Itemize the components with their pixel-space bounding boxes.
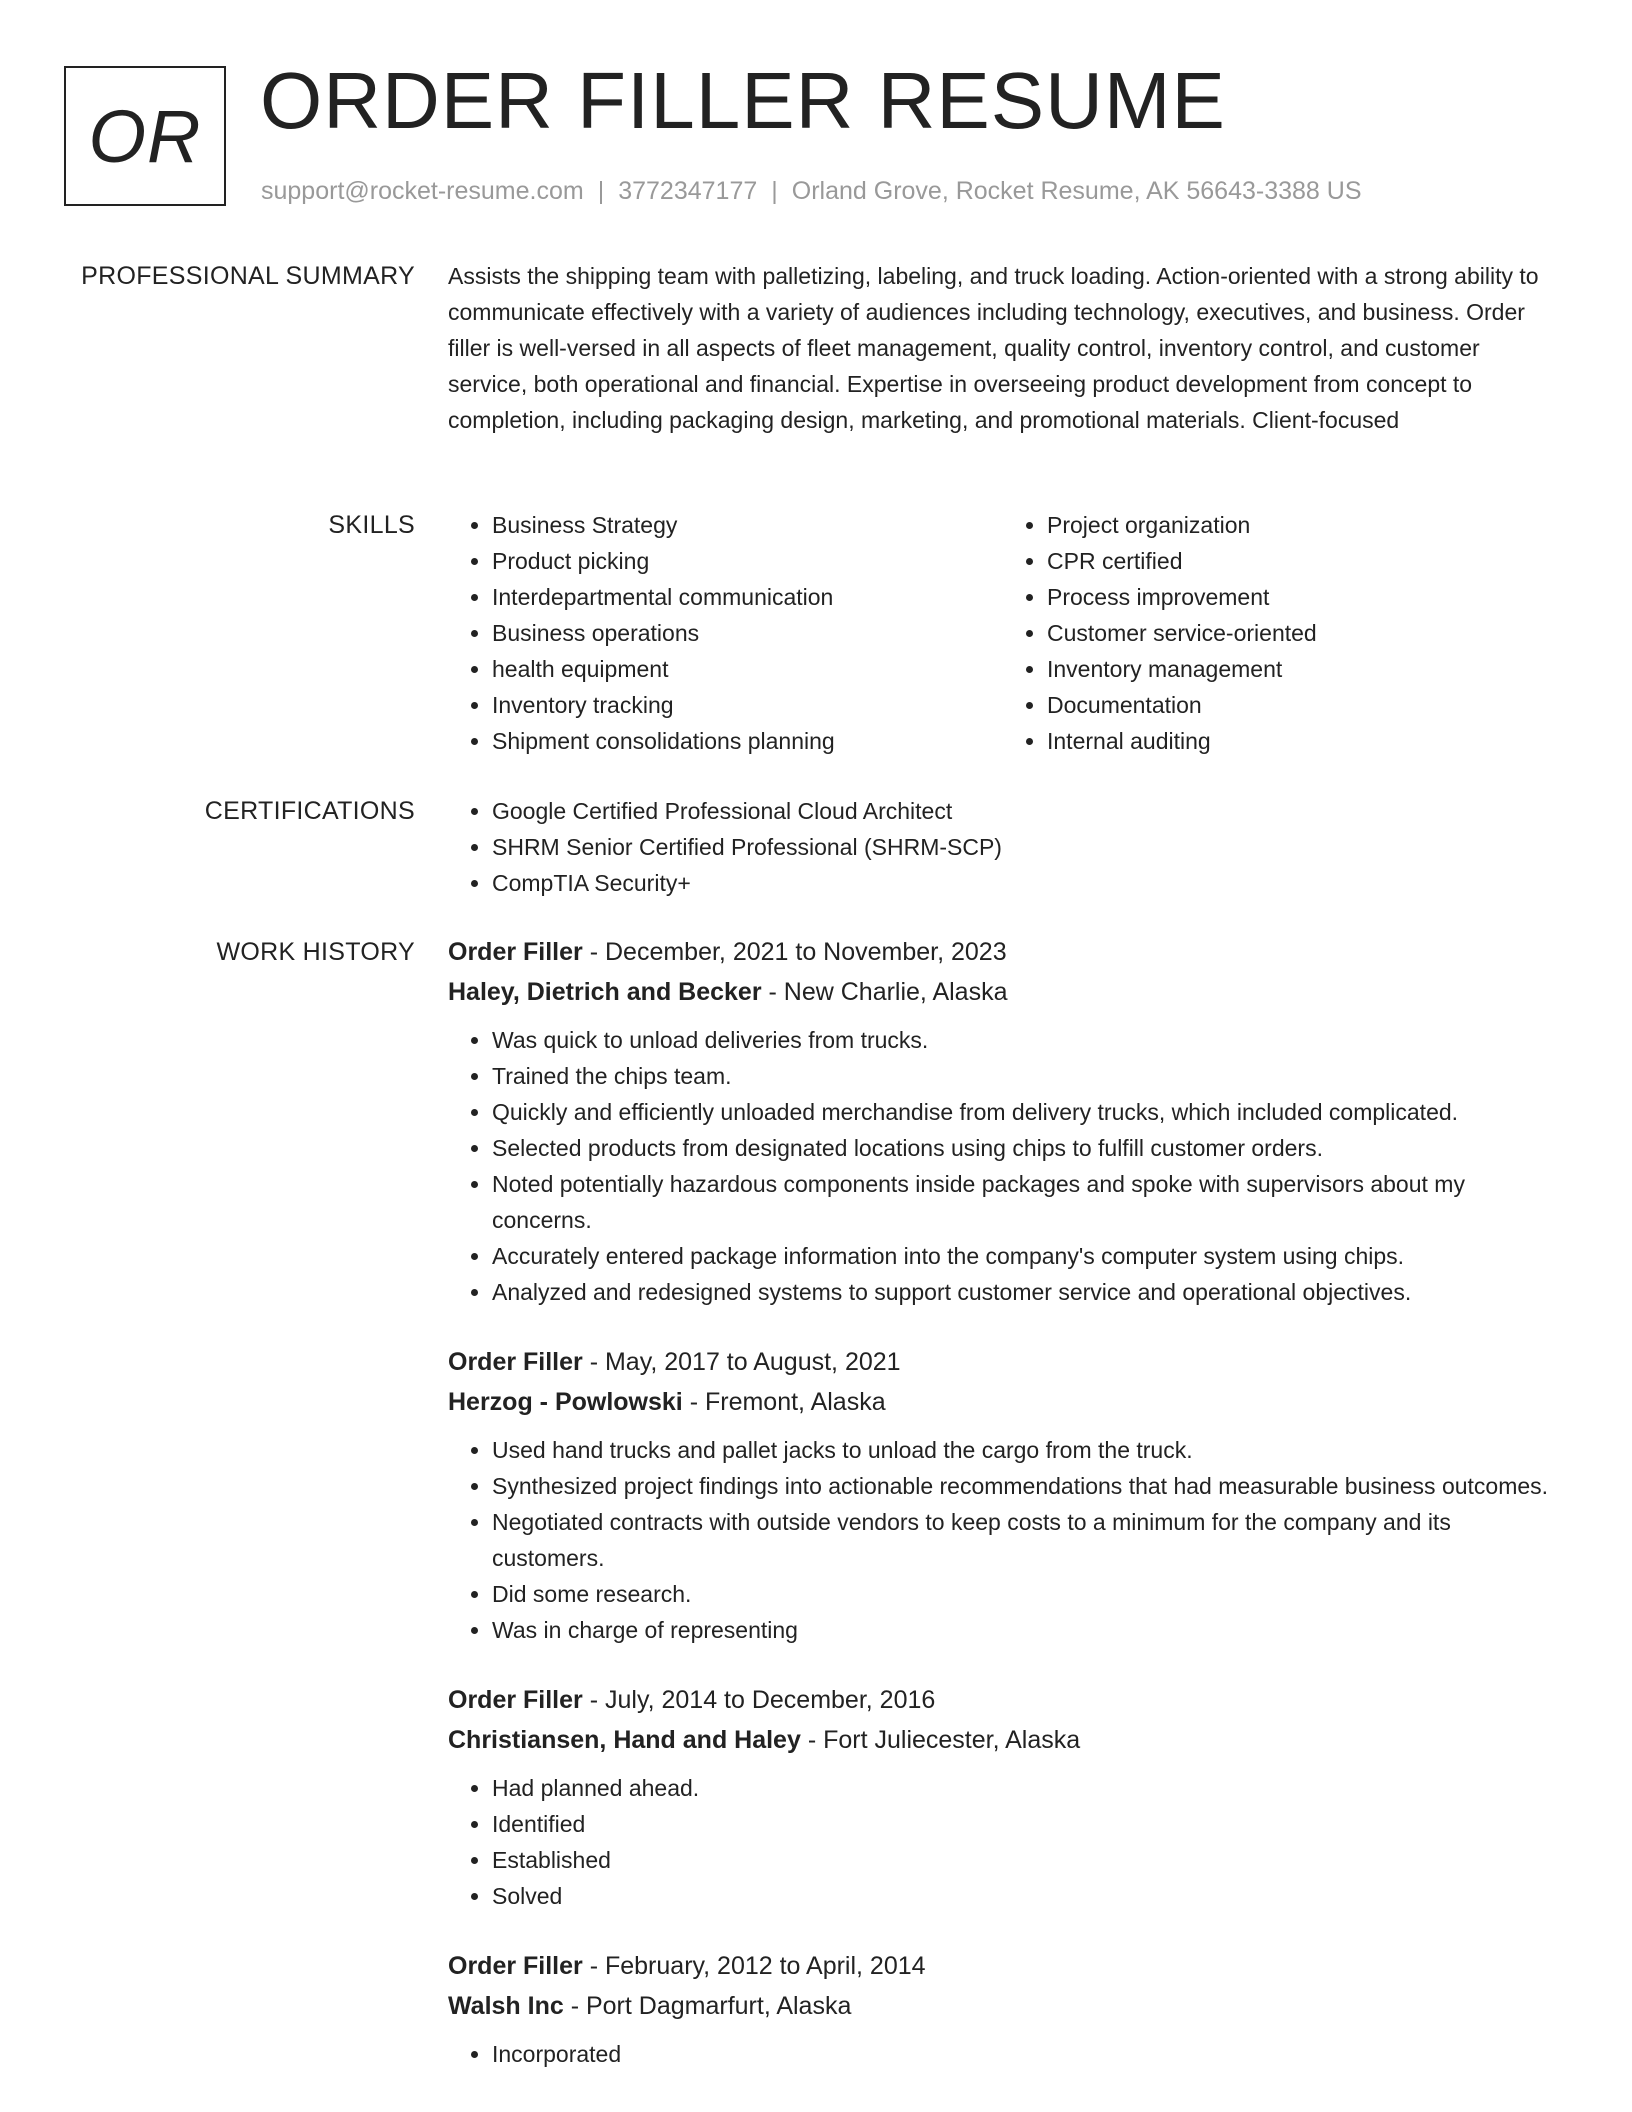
skills-heading: SKILLS [328, 511, 415, 539]
skill-item: • Process improvement [1047, 579, 1558, 615]
job-entry [448, 932, 1558, 1310]
job-title: Order Filler [448, 938, 583, 966]
job-company: Herzog - Powlowski [448, 1388, 683, 1416]
skill-item: • Inventory management [1047, 651, 1558, 687]
summary-text: Assists the shipping team with palletizing, labeling, and truck loading. Action-oriented with a strong ability to communicate effectively with a variety of audiences including technology, executives, and business. Order filler is well-versed in all aspects of fleet management, quality control, inventory control, and customer service, both operational and financial. Expertise in overseeing product development from concept to completion, including packaging design, marketing, and promotional materials. Client-focused [448, 263, 1539, 433]
job-dates: - May, 2017 to August, 2021 [582, 1348, 901, 1376]
certification-item: • Google Certified Professional Cloud Architect [492, 793, 1558, 829]
skills-list-right [1003, 507, 1558, 759]
job-dates: - July, 2014 to December, 2016 [582, 1686, 936, 1714]
skill-item: • Documentation [1047, 687, 1558, 723]
job-bullet: • Used hand trucks and pallet jacks to unload the cargo from the truck. [492, 1432, 1558, 1468]
job-bullet: • Established [492, 1842, 1558, 1878]
job-bullet: • Synthesized project findings into actionable recommendations that had measurable business outcomes. [492, 1468, 1558, 1504]
skill-item: • Product picking [492, 543, 1003, 579]
job-company-line [448, 1720, 1558, 1760]
job-bullet: • Was quick to unload deliveries from trucks. [492, 1022, 1558, 1058]
job-company: Haley, Dietrich and Becker [448, 978, 762, 1006]
skill-item: • Project organization [1047, 507, 1558, 543]
job-bullets [448, 1770, 1558, 1914]
monogram-logo: OR [64, 66, 226, 206]
job-entry [448, 1946, 1558, 2072]
job-bullet: • Incorporated [492, 2036, 1558, 2072]
page-title: ORDER FILLER RESUME [260, 56, 1226, 145]
job-bullet: • Trained the chips team. [492, 1058, 1558, 1094]
contact-line [261, 174, 1362, 208]
job-bullet: • Accurately entered package information into the company's computer system using chips. [492, 1238, 1558, 1274]
certification-item: • CompTIA Security+ [492, 865, 1558, 901]
job-entry [448, 1342, 1558, 1648]
contact-address: Orland Grove, Rocket Resume, AK 56643-3388 US [791, 177, 1362, 205]
certification-item: • SHRM Senior Certified Professional (SHRM-SCP) [492, 829, 1558, 865]
job-bullets [448, 2036, 1558, 2072]
job-dates: - February, 2012 to April, 2014 [582, 1952, 926, 1980]
job-bullet: • Analyzed and redesigned systems to support customer service and operational objectives. [492, 1274, 1558, 1310]
job-company-line [448, 1382, 1558, 1422]
job-bullets [448, 1432, 1558, 1648]
job-bullet: • Had planned ahead. [492, 1770, 1558, 1806]
job-company: Christiansen, Hand and Haley [448, 1726, 801, 1754]
skills-body [448, 507, 1558, 759]
job-title-line [448, 1680, 1558, 1720]
job-title-line [448, 1342, 1558, 1382]
skill-item: • Business operations [492, 615, 1003, 651]
job-bullet: • Negotiated contracts with outside vendors to keep costs to a minimum for the company and its customers. [492, 1504, 1558, 1576]
job-bullet: • Was in charge of representing [492, 1612, 1558, 1648]
job-company-line [448, 972, 1558, 1012]
job-location: - Fort Juliecester, Alaska [800, 1726, 1081, 1754]
job-title-line [448, 932, 1558, 972]
job-location: - Port Dagmarfurt, Alaska [563, 1992, 852, 2020]
job-title: Order Filler [448, 1952, 583, 1980]
contact-email[interactable]: support@rocket-resume.com [261, 177, 584, 205]
skill-item: • health equipment [492, 651, 1003, 687]
job-title-line [448, 1946, 1558, 1986]
summary-heading: PROFESSIONAL SUMMARY [81, 262, 415, 290]
certifications-body [448, 793, 1558, 901]
work-history-heading: WORK HISTORY [216, 938, 415, 966]
job-entry [448, 1680, 1558, 1914]
job-bullets [448, 1022, 1558, 1310]
job-bullet: • Selected products from designated locations using chips to fulfill customer orders. [492, 1130, 1558, 1166]
skill-item: • Shipment consolidations planning [492, 723, 1003, 759]
job-bullet: • Quickly and efficiently unloaded merchandise from delivery trucks, which included complicated. [492, 1094, 1558, 1130]
certifications-list [448, 793, 1558, 901]
contact-separator: | [771, 177, 778, 205]
skill-item: • Inventory tracking [492, 687, 1003, 723]
job-bullet: • Identified [492, 1806, 1558, 1842]
skill-item: • Interdepartmental communication [492, 579, 1003, 615]
skill-item: • Customer service-oriented [1047, 615, 1558, 651]
job-company: Walsh Inc [448, 1992, 564, 2020]
job-dates: - December, 2021 to November, 2023 [582, 938, 1007, 966]
job-bullet: • Noted potentially hazardous components inside packages and spoke with supervisors about my concerns. [492, 1166, 1558, 1238]
skill-item: • Internal auditing [1047, 723, 1558, 759]
job-title: Order Filler [448, 1686, 583, 1714]
job-title: Order Filler [448, 1348, 583, 1376]
summary-body [448, 258, 1558, 438]
job-location: - New Charlie, Alaska [761, 978, 1008, 1006]
work-history-body [448, 932, 1558, 2104]
job-bullet: • Did some research. [492, 1576, 1558, 1612]
job-bullet: • Solved [492, 1878, 1558, 1914]
contact-phone[interactable]: 3772347177 [618, 177, 758, 205]
skill-item: • Business Strategy [492, 507, 1003, 543]
skills-list-left [448, 507, 1003, 759]
job-location: - Fremont, Alaska [682, 1388, 886, 1416]
job-company-line [448, 1986, 1558, 2026]
contact-separator: | [597, 177, 605, 205]
certifications-heading: CERTIFICATIONS [204, 797, 415, 825]
skill-item: • CPR certified [1047, 543, 1558, 579]
